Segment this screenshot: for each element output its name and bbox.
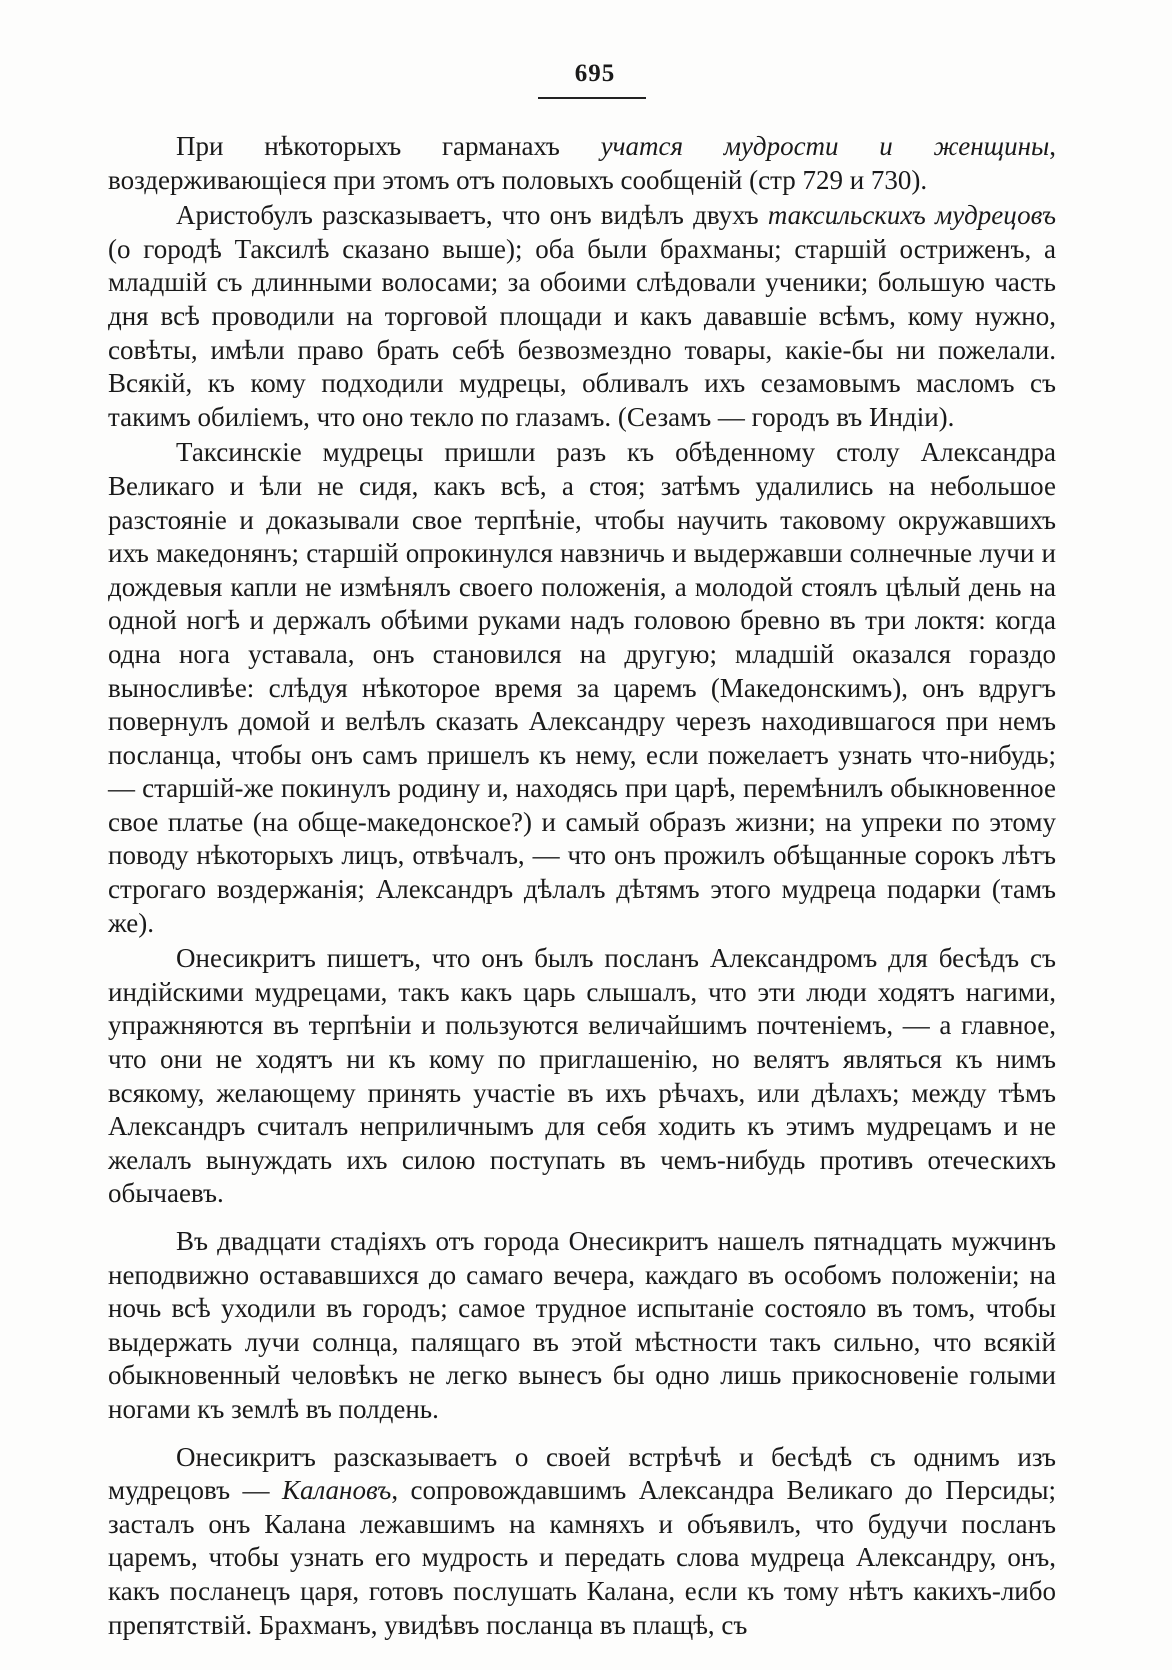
page-number-rule <box>538 97 646 99</box>
paragraph-text: (о городѣ Таксилѣ сказано выше); оба были брахманы; старшій остриженъ, а младшій съ длинными волосами; за обоими слѣдовали ученики; большую часть дня всѣ проводили на торговой площади и какъ дававшіе всѣмъ, кому нужно, совѣты, имѣли право брать себѣ безвозмездно товары, какіе-бы ни пожелали. Всякій, къ кому подходили мудрецы, обливалъ ихъ сезамовымъ масломъ съ такимъ обиліемъ, что оно текло по глазамъ. (Сезамъ — городъ въ Индіи). <box>108 233 1056 432</box>
paragraph-2 <box>108 199 1056 434</box>
paragraph-4 <box>108 942 1056 1211</box>
paragraph-text: Онесикритъ разсказываетъ о своей встрѣчѣ и бесѣдѣ съ однимъ изъ мудрецовъ — <box>108 1441 1056 1506</box>
paragraph-text: Аристобулъ разсказываетъ, что онъ видѣлъ двухъ <box>176 200 768 231</box>
emphasized-text: таксильскихъ мудрецовъ <box>767 200 1056 231</box>
paragraph-text: При нѣкоторыхъ гарманахъ <box>176 131 601 161</box>
paragraph-text: Въ двадцати стадіяхъ отъ города Онесикритъ нашелъ пятнадцать мужчинъ неподвижно остававшихся до самаго вечера, каждаго въ особомъ положеніи; на ночь всѣ уходили въ городъ; самое трудное испытаніе состояло въ томъ, чтобы выдержать лучи солнца, палящаго въ этой мѣстности такъ сильно, что всякій обыкновенный человѣкъ не легко вынесъ бы одно лишь прикосновеніе голыми ногами къ землѣ въ полдень. <box>108 1226 1056 1424</box>
paragraph-6 <box>108 1441 1056 1643</box>
emphasized-text: учатся мудрости и женщины <box>600 131 1050 161</box>
paragraph-3 <box>108 436 1056 940</box>
paragraph-text: , сопровождавшимъ Александра Великаго до Персиды; засталъ онъ Калана лежавшимъ на камняхъ и объявилъ, что будучи посланъ царемъ, чтобы узнать его мудрость и передать слова мудреца Александру, онъ, какъ посланецъ царя, готовъ послушать Калана, если къ тому нѣтъ какихъ-либо препятствій. Брахманъ, увидѣвъ посланца въ плащѣ, съ <box>108 1475 1057 1640</box>
paragraph-5 <box>108 1225 1056 1427</box>
paragraph-text: Таксинскіе мудрецы пришли разъ къ обѣденному столу Александра Великаго и ѣли не сидя, какъ всѣ, а стоя; затѣмъ удалились на небольшое разстояніе и доказывали свое терпѣніе, чтобы научить таковому окружавшихъ ихъ македонянъ; старшій опрокинулся навзничь и выдержавши солнечные лучи и дождевыя капли не измѣнялъ своего положенія, а молодой стоялъ цѣлый день на одной ногѣ и держалъ обѣими руками надъ головою бревно въ три локтя: когда одна нога уставала, онъ становился на другую; младшій оказался гораздо выносливѣе: слѣдуя нѣкоторое время за царемъ (Македонскимъ), онъ вдругъ повернулъ домой и велѣлъ сказать Александру черезъ находившагося при немъ посланца, чтобы онъ самъ пришелъ къ нему, если пожелаетъ узнать что-нибудь; — старшій-же покинулъ родину и, находясь при царѣ, перемѣнилъ обыкновенное свое платье (на обще-македонское?) и самый образъ жизни; на упреки по этому поводу нѣкоторыхъ лицъ, отвѣчалъ, — что онъ прожилъ обѣщанные сорокъ лѣтъ строгаго воздержанія; Александръ дѣлалъ дѣтямъ этого мудреца подарки (тамъ же). <box>108 437 1056 938</box>
body-text <box>108 130 1056 1644</box>
paragraph-1 <box>108 130 1056 197</box>
paragraph-text: Онесикритъ пишетъ, что онъ былъ посланъ Александромъ для бесѣдъ съ индійскими мудрецами, такъ какъ царь слышалъ, что эти люди ходятъ нагими, упражняются въ терпѣніи и пользуются величайшимъ почтеніемъ, — а главное, что они не ходятъ ни къ кому по приглашенію, но велятъ являться къ нимъ всякому, желающему принять участіе въ ихъ рѣчахъ, или дѣлахъ; между тѣмъ Александръ считалъ неприличнымъ для себя ходить къ этимъ мудрецамъ и не желалъ вынуждать ихъ силою поступать въ чемъ-нибудь противъ отеческихъ обычаевъ. <box>108 943 1056 1209</box>
emphasized-text: Калановъ <box>282 1475 392 1506</box>
paragraph-text: , воздерживающіеся при этомъ отъ половыхъ сообщеній (стр 729 и 730). <box>108 131 1056 195</box>
page-number: 695 <box>574 60 616 87</box>
